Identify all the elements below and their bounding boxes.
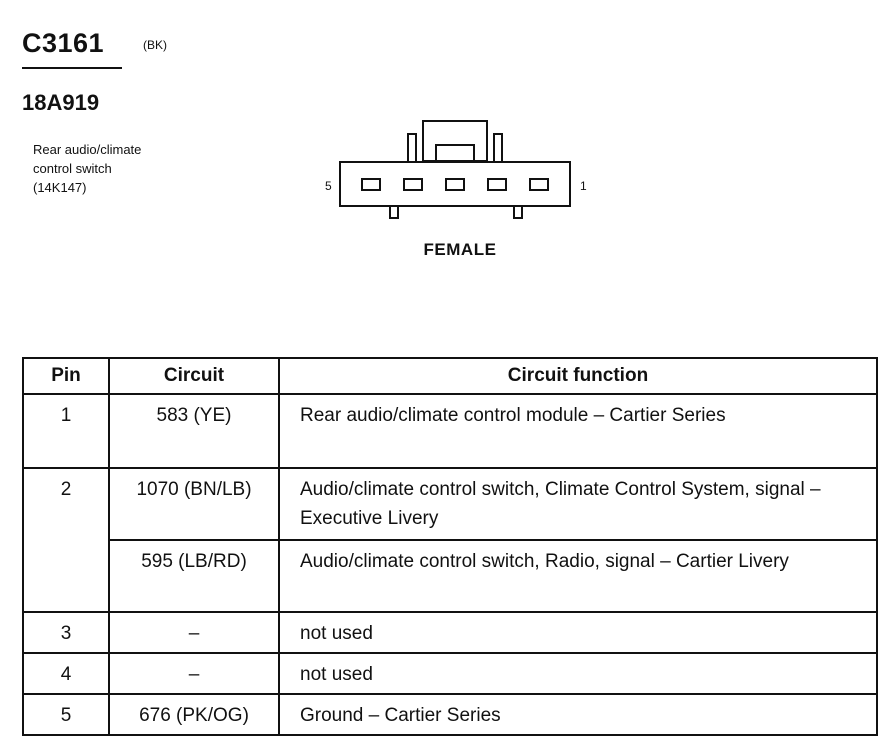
connector-key-right [514,206,522,218]
connector-body [340,162,570,206]
pin-cavity-1 [530,179,548,190]
pin-cell: 3 [23,612,109,653]
connector-face-diagram [318,116,598,226]
connector-latch-lock [436,145,474,161]
connector-guide-left [408,134,416,162]
pin-cavity-3 [446,179,464,190]
function-cell: not used [279,612,877,653]
circuit-cell: – [109,653,279,694]
table-row [23,653,877,694]
component-line: (14K147) [33,180,87,195]
pin-cavity-2 [488,179,506,190]
component-line: Rear audio/climate [33,142,142,157]
function-cell: not used [279,653,877,694]
function-cell: Audio/climate control switch, Radio, signal – Cartier Livery [279,540,877,612]
circuit-cell: – [109,612,279,653]
connector-guide-right [494,134,502,162]
component-line: control switch [33,161,112,176]
column-header-pin: Pin [23,358,109,394]
pin-number-right: 1 [580,179,587,193]
connector-view-label: FEMALE [423,240,497,259]
circuit-cell: 583 (YE) [109,394,279,468]
connector-id: C3161 [22,28,105,58]
function-cell: Audio/climate control switch, Climate Control System, signal – Executive Livery [279,468,877,540]
pin-cell: 5 [23,694,109,735]
function-cell: Rear audio/climate control module – Cartier Series [279,394,877,468]
table-row [23,468,877,540]
part-number: 18A919 [22,90,100,115]
pin-cell: 4 [23,653,109,694]
table-row [23,612,877,653]
connector-id-underline [22,67,122,69]
pin-cavity-4 [404,179,422,190]
connector-key-left [390,206,398,218]
pin-number-left: 5 [325,179,332,193]
pin-cavity-5 [362,179,380,190]
table-row [23,694,877,735]
circuit-cell: 676 (PK/OG) [109,694,279,735]
table-row [23,540,877,612]
table-header-row [23,358,877,394]
column-header-function: Circuit function [279,358,877,394]
function-cell: Ground – Cartier Series [279,694,877,735]
circuit-cell: 1070 (BN/LB) [109,468,279,540]
table-row [23,394,877,468]
component-description [33,140,233,197]
circuit-cell: 595 (LB/RD) [109,540,279,612]
column-header-circuit: Circuit [109,358,279,394]
connector-color: (BK) [143,38,167,52]
pin-cell: 2 [23,468,109,612]
pinout-table [22,357,878,736]
pin-cell: 1 [23,394,109,468]
